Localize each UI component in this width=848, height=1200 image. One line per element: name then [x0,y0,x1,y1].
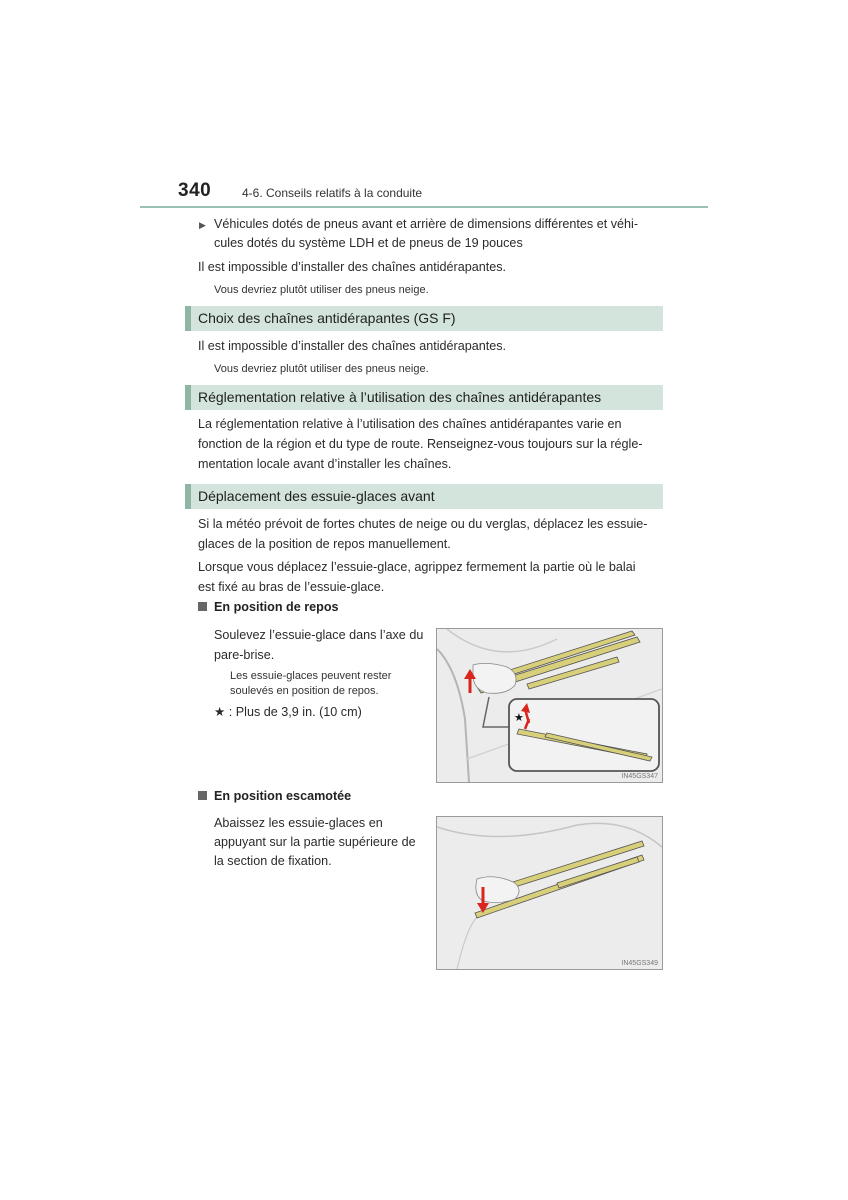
section-heading-wipers [185,484,663,509]
subheading-repos [198,600,339,614]
bullet-marker: ▶ [199,220,206,230]
bullet-line-1: Véhicules dotés de pneus avant et arrière de dimensions différentes et véhi- [214,217,639,231]
subheading-label: En position escamotée [214,789,352,803]
section3-p2-line-1: Lorsque vous déplacez l’essuie-glace, agrippez fermement la partie où le balai [198,560,636,574]
section2-line-3: mentation locale avant d’installer les chaînes. [198,457,452,471]
escamotee-line-2: appuyant sur la partie supérieure de [214,835,416,849]
repos-line-1: Soulevez l’essuie-glace dans l’axe du [214,628,424,642]
star-note: ★ : Plus de 3,9 in. (10 cm) [214,705,362,719]
subheading-escamotee [198,789,351,803]
subheading-label: En position de repos [214,600,339,614]
bullet-line-2: cules dotés du système LDH et de pneus de 19 pouces [214,236,523,250]
section-heading-regulation [185,385,663,410]
square-bullet-icon [198,602,207,611]
section2-line-1: La réglementation relative à l’utilisation des chaînes antidérapantes varie en [198,417,622,431]
repos-note-line-1: Les essuie-glaces peuvent rester [230,670,392,682]
section1-note: Vous devriez plutôt utiliser des pneus neige. [214,363,429,375]
section1-text: Il est impossible d’installer des chaînes antidérapantes. [198,339,507,353]
figure-wiper-lowered [436,816,663,970]
figure-wiper-raised [436,628,663,783]
repos-note-line-2: soulevés en position de repos. [230,685,379,697]
square-bullet-icon [198,791,207,800]
repos-line-2: pare-brise. [214,648,275,662]
header-rule [140,206,708,208]
star-marker: ★ [514,711,524,724]
section-title: Déplacement des essuie-glaces avant [198,488,435,504]
wiper-raised-illustration [437,629,662,782]
figure-code: IN45GS347 [621,773,658,780]
section-heading-gsf [185,306,663,331]
section-title: Réglementation relative à l’utilisation des chaînes antidérapantes [198,389,602,405]
intro-text: Il est impossible d’installer des chaînes antidérapantes. [198,260,507,274]
wiper-lowered-illustration [437,817,662,969]
figure-code: IN45GS349 [621,960,658,967]
escamotee-line-1: Abaissez les essuie-glaces en [214,816,383,830]
section2-line-2: fonction de la région et du type de route. Renseignez-vous toujours sur la régle- [198,437,643,451]
chapter-title: 4-6. Conseils relatifs à la conduite [242,186,423,200]
section3-p1-line-1: Si la météo prévoit de fortes chutes de neige ou du verglas, déplacez les essuie- [198,517,648,531]
intro-note: Vous devriez plutôt utiliser des pneus neige. [214,284,429,296]
section3-p2-line-2: est fixé au bras de l’essuie-glace. [198,580,385,594]
page-number: 340 [178,180,212,201]
escamotee-line-3: la section de fixation. [214,854,332,868]
section3-p1-line-2: glaces de la position de repos manuellement. [198,537,451,551]
section-title: Choix des chaînes antidérapantes (GS F) [198,310,456,326]
